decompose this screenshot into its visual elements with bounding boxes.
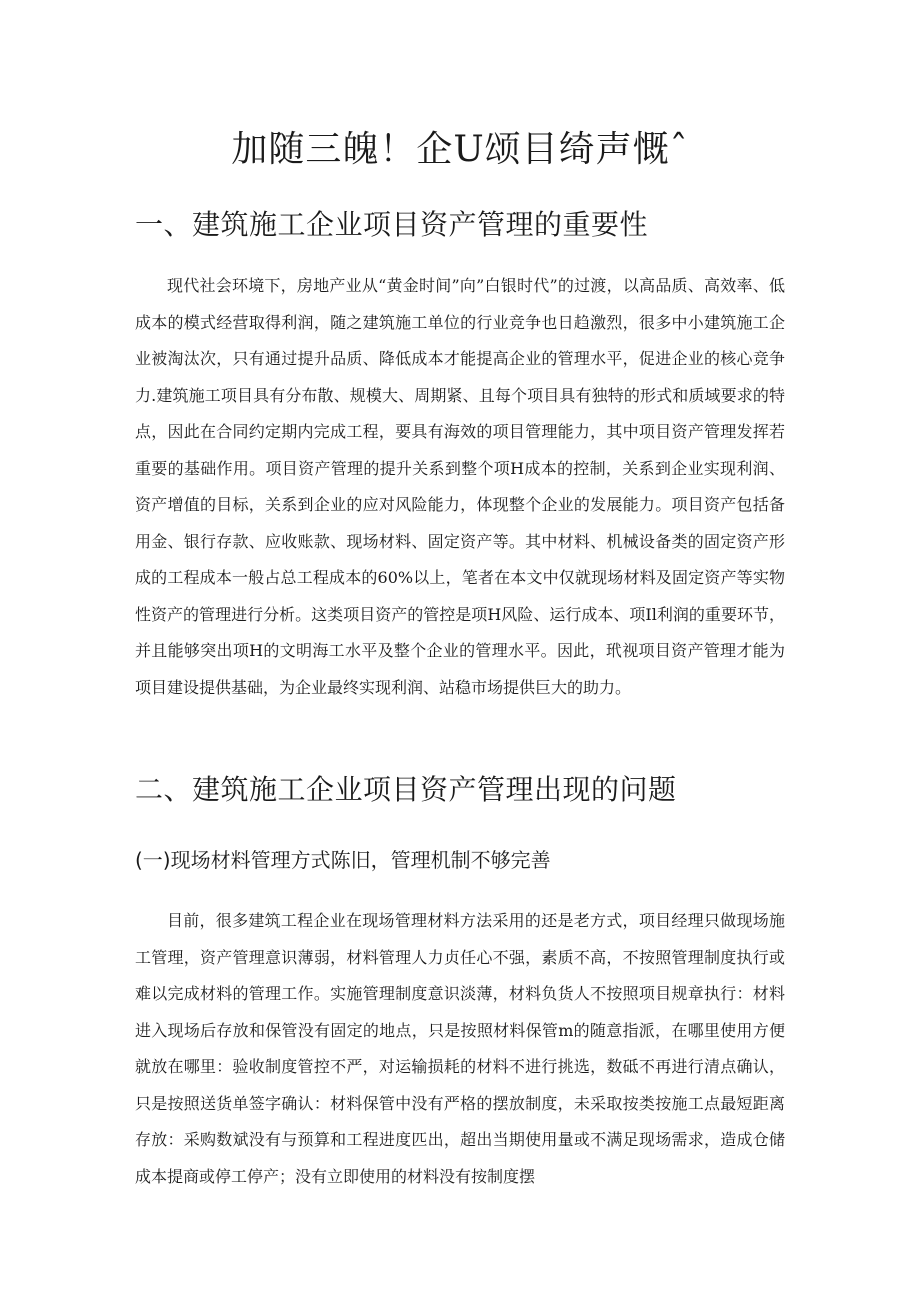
- subsection-1-paragraph: 目前，很多建筑工程企业在现场管理材料方法采用的还是老方式，项目经理只做现场施工管理，资产管理意识薄弱，材料管理人力贞任心不强，素质不高，不按照管理制度执行或难以完成材料的管理工作。实施管理制度意识淡薄，材料负货人不按照项目规章执行：材料进入现场后存放和保管没有固定的地点，只是按照材料保管m的随意指派，在哪里使用方便就放在哪里：验收制度管控不严，对运输损耗的材料不进行挑选，数砥不再进行清点确认，只是按照送货单签字确认：材料保管中没有严格的摆放制度，未采取按类按施工点最短距离存放：采购数斌没有与预算和工程进度匹出，超出当期使用量或不满足现场需求，造成仓储成本提商或停工停产；没有立即使用的材料没有按制度摆: [135, 911, 785, 1186]
- section-1-paragraph: 现代社会环境下，房地产业从“黄金时间”向”白银时代”的过渡，以高品质、高效率、低成本的模式经营取得利润，随之建筑施工单位的行业竞争也日趋激烈，很多中小建筑施工企业被淘汰次，只有通过提升品质、降低成本才能提高企业的管理水平，促进企业的核心竞争力.建筑施工项目具有分布散、规模大、周期紧、且每个项目具有独特的形式和质域要求的特点，因此在合同约定期内完成工程，要具有海效的项目管理能力，其中项目资产管理发挥若重要的基础作用。项目资产管理的提升关系到整个项H成本的控制，关系到企业实现利润、资产增值的目标，关系到企业的应对风险能力，体现整个企业的发展能力。项目资产包括备用金、银行存款、应收账款、现场材料、固定资产等。其中材料、机械设备类的固定资产形成的工程成本一般占总工程成本的60%以上，笔者在本文中仅就现场材料及固定资产等实物性资产的管理进行分析。这类项目资产的管控是项H风险、运行成本、项Il利润的重要环节，并且能够突出项H的文明海工水平及整个企业的管理水平。因此，玳视项目资产管理才能为项目建设提供基础，为企业最终实现利润、站稳市场提供巨大的助力。: [135, 276, 785, 697]
- section-heading-1: 一、建筑施工企业项目资产管理的重要性: [135, 208, 649, 241]
- section-heading-2: 二、建筑施工企业项目资产管理出现的问题: [135, 773, 677, 806]
- document-title: 加随三魄！企U颂目绮声慨ˆ: [231, 129, 689, 170]
- subsection-heading-1: (一)现场材料管理方式陈旧，管理机制不够完善: [135, 848, 551, 872]
